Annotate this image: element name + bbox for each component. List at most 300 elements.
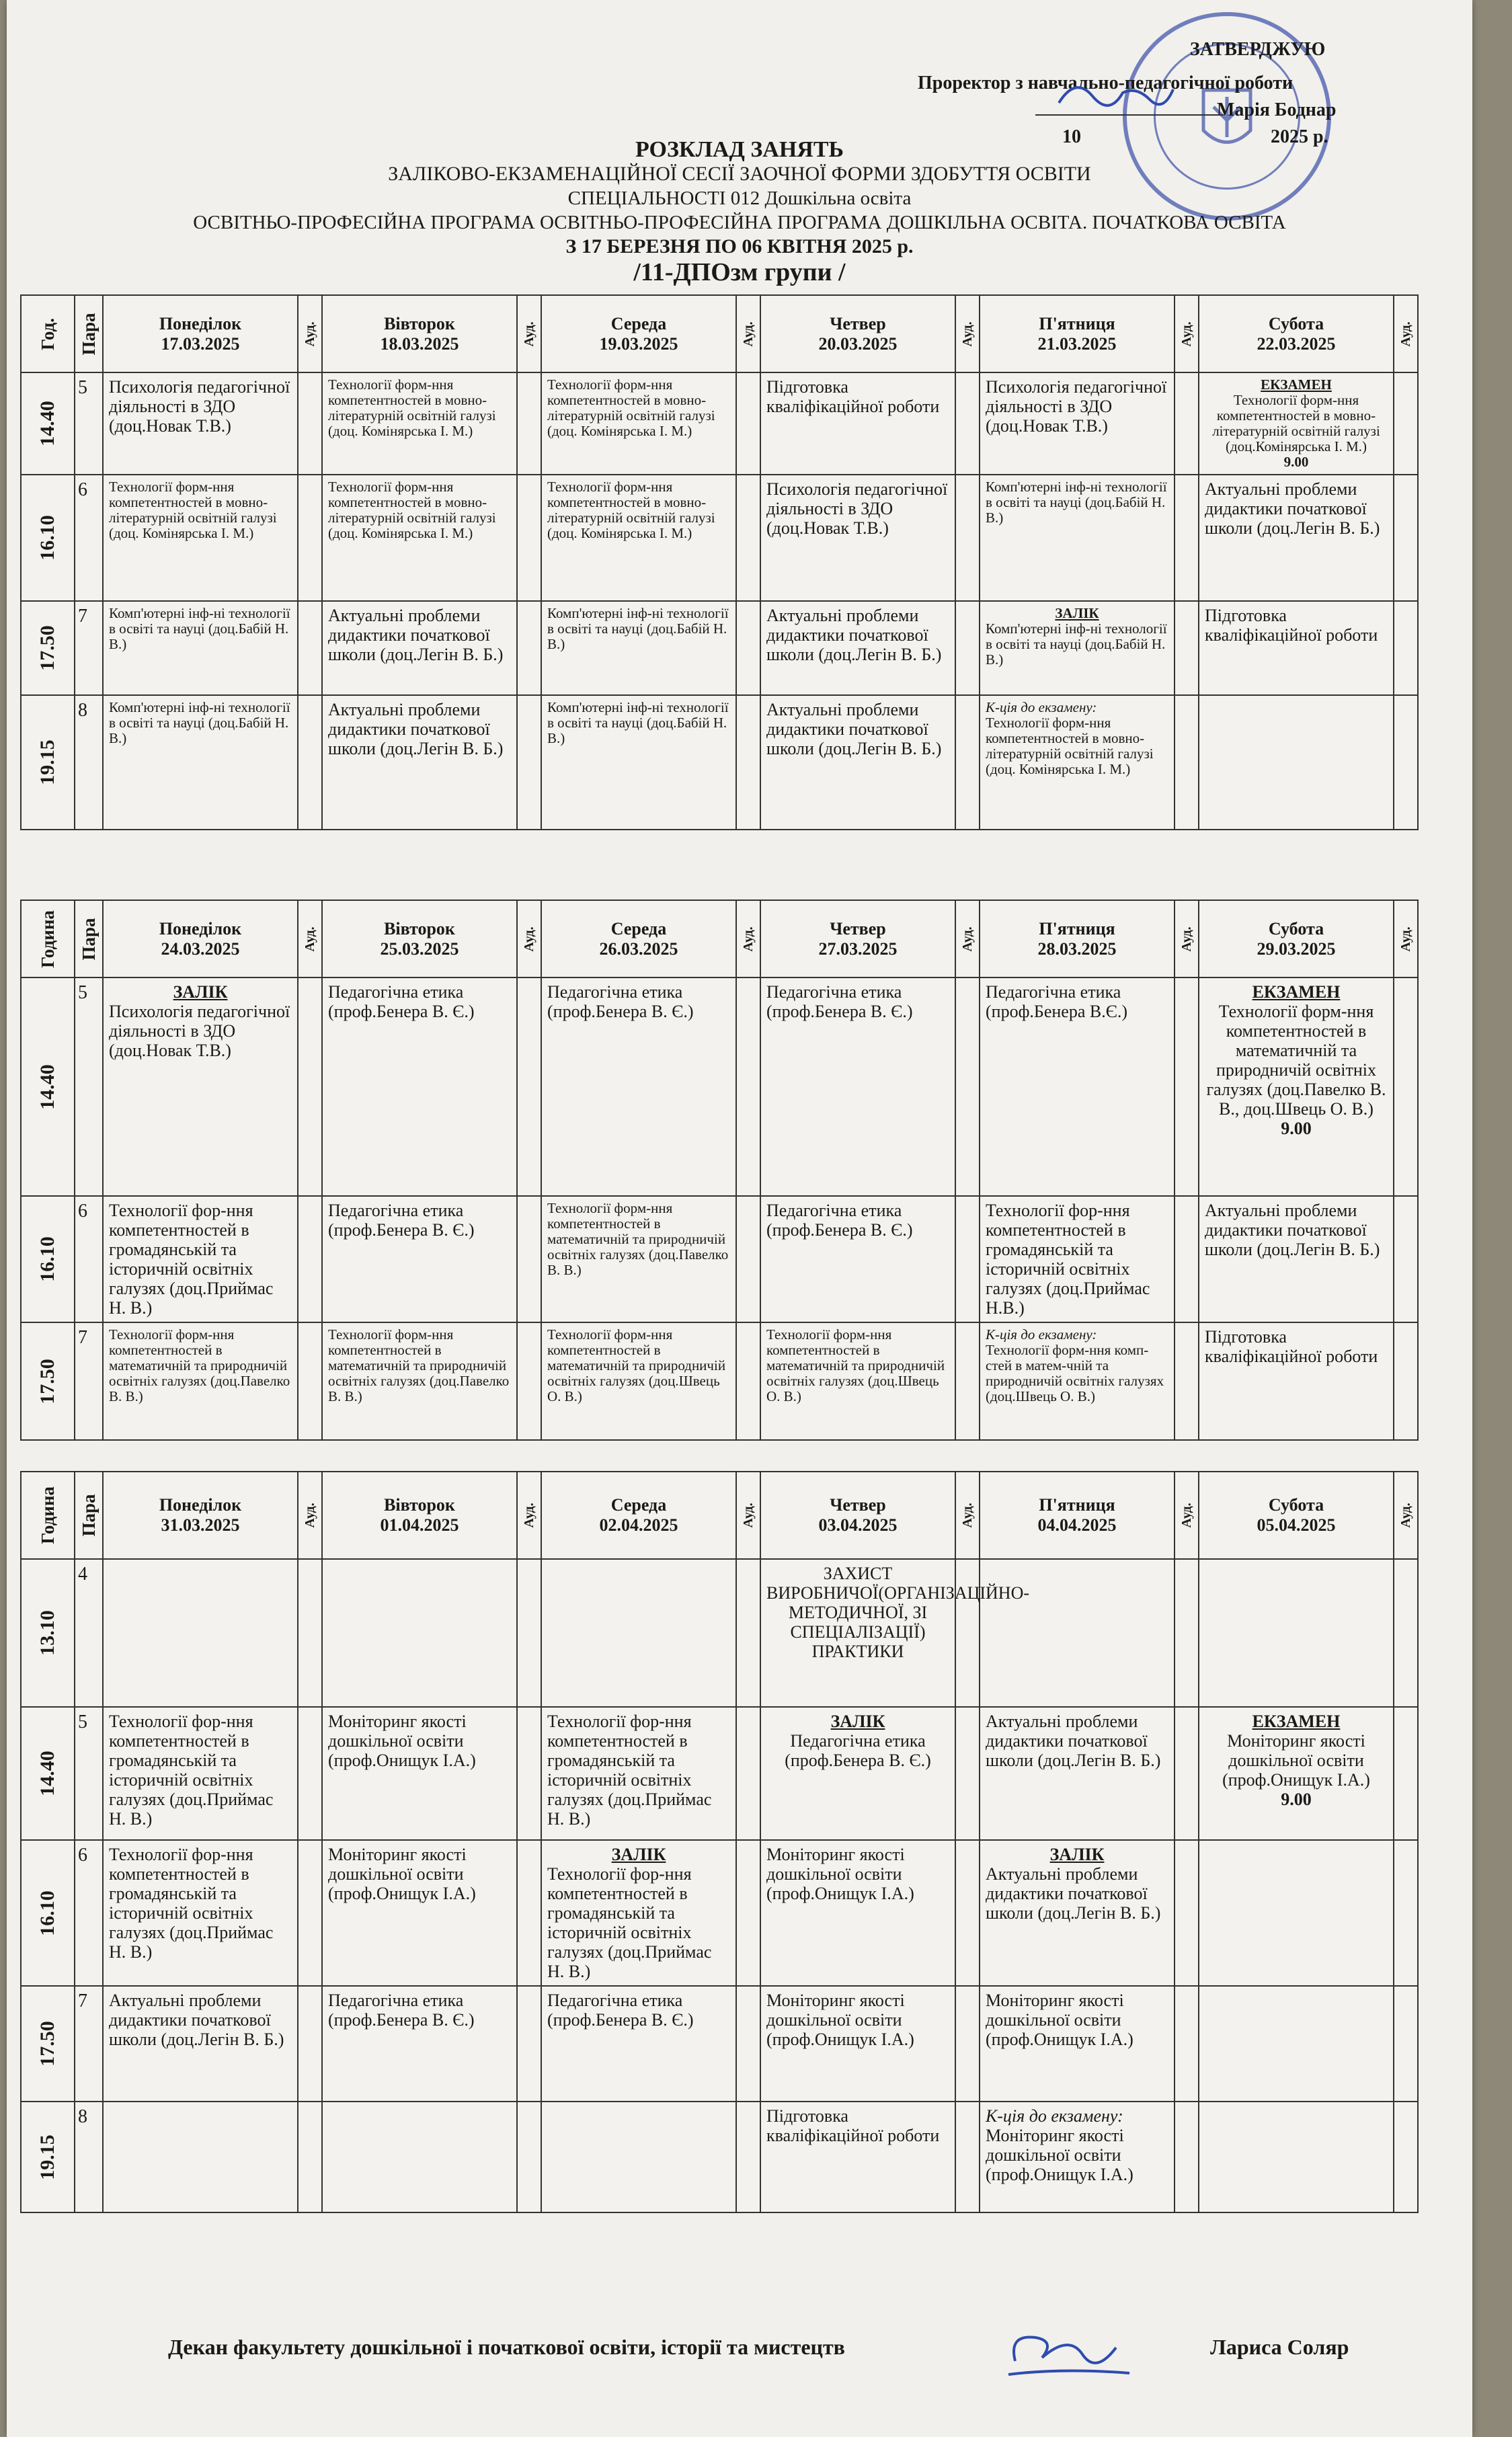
auditorium-cell xyxy=(736,475,760,601)
class-text: Технології фор-ння компетентностей в громадянській та історичній освітніх галузях (доц.Приймас Н. В.) xyxy=(547,1712,712,1829)
class-cell xyxy=(760,475,955,601)
table-row xyxy=(21,601,1418,695)
day-date: 18.03.2025 xyxy=(380,333,459,354)
class-text: Актуальні проблеми дидактики початкової школи (доц.Легін В. Б.) xyxy=(1205,1201,1380,1259)
auditorium-cell xyxy=(1175,372,1199,475)
class-cell xyxy=(322,1840,517,1986)
auditorium-cell xyxy=(955,1559,980,1707)
day-date: 29.03.2025 xyxy=(1257,938,1336,959)
para-header: Пара xyxy=(75,900,103,977)
class-cell xyxy=(322,1707,517,1840)
class-text: Технології форм-ння компетентностей в математичній та природничій освітніх галузях (доц.Павелко В. В.) xyxy=(547,1200,729,1278)
auditorium-cell xyxy=(517,475,541,601)
class-text: Технології фор-ння компетентностей в громадянській та історичній освітніх галузях (доц.Приймас Н.В.) xyxy=(986,1201,1150,1318)
class-cell xyxy=(322,2102,517,2212)
approved-label: ЗАТВЕРДЖУЮ xyxy=(1190,39,1326,60)
class-text: Моніторинг якості дошкільної освіти (проф.Онищук І.А.) xyxy=(1222,1731,1370,1790)
day-date: 24.03.2025 xyxy=(161,938,240,959)
day-date: 26.03.2025 xyxy=(599,938,678,959)
day-name: Середа xyxy=(610,313,667,333)
auditorium-cell xyxy=(298,1559,322,1707)
class-cell xyxy=(1199,1840,1394,1986)
class-text: Технології форм-ння компетентностей в математичній та природничій освітніх галузях (доц.Павелко В. В., доц.Швець О. В.) xyxy=(1206,1002,1386,1119)
class-text: Підготовка кваліфікаційної роботи xyxy=(766,2106,940,2145)
para-cell: 7 xyxy=(75,1986,103,2102)
time-header: Година xyxy=(21,1472,75,1559)
class-cell xyxy=(980,475,1175,601)
class-text: Психологія педагогічної діяльності в ЗДО (доц.Новак Т.В.) xyxy=(109,1002,290,1060)
auditorium-header: Ауд. xyxy=(298,900,322,977)
day-name: Середа xyxy=(610,918,667,938)
auditorium-cell xyxy=(517,1322,541,1440)
auditorium-cell xyxy=(736,1322,760,1440)
auditorium-cell xyxy=(298,977,322,1196)
auditorium-header: Ауд. xyxy=(955,900,980,977)
auditorium-cell xyxy=(736,695,760,830)
exam-label: К-ція до екзамену: xyxy=(986,699,1097,715)
class-cell xyxy=(322,1322,517,1440)
document-title-block xyxy=(7,138,1472,284)
day-header xyxy=(1199,295,1394,372)
class-text: Педагогічна етика (проф.Бенера В. Є.) xyxy=(547,1991,694,2030)
day-name: Субота xyxy=(1268,918,1324,938)
exam-label: ЕКЗАМЕН xyxy=(1252,982,1341,1002)
group-title: /11-ДПОзм групи / xyxy=(633,258,846,286)
para-cell: 5 xyxy=(75,1707,103,1840)
class-text: Актуальні проблеми дидактики початкової школи (доц.Легін В. Б.) xyxy=(986,1712,1161,1770)
auditorium-header: Ауд. xyxy=(517,900,541,977)
class-cell xyxy=(541,1986,736,2102)
auditorium-cell xyxy=(1394,695,1418,830)
table-row xyxy=(21,1322,1418,1440)
day-header xyxy=(322,1472,517,1559)
day-name: П'ятниця xyxy=(1039,313,1115,333)
auditorium-header: Ауд. xyxy=(736,295,760,372)
auditorium-cell xyxy=(517,695,541,830)
auditorium-header: Ауд. xyxy=(1394,1472,1418,1559)
class-text: Актуальні проблеми дидактики початкової школи (доц.Легін В. Б.) xyxy=(328,606,504,664)
class-text: Технології форм-ння компетентностей в математичній та природничій освітніх галузях (доц.Швець О. В.) xyxy=(766,1326,945,1404)
day-date: 05.04.2025 xyxy=(1257,1515,1336,1535)
day-name: Понеділок xyxy=(159,313,242,333)
class-cell xyxy=(760,372,955,475)
time-header: Год. xyxy=(21,295,75,372)
class-cell xyxy=(541,695,736,830)
header-row xyxy=(21,295,1418,372)
auditorium-cell xyxy=(736,2102,760,2212)
auditorium-cell xyxy=(955,2102,980,2212)
day-name: П'ятниця xyxy=(1039,918,1115,938)
class-cell xyxy=(760,1196,955,1322)
exam-label: ЗАЛІК xyxy=(1049,1845,1105,1864)
day-header xyxy=(760,295,955,372)
class-text: Технології форм-ння комп-стей в матем-чній та природничій освітніх галузях (доц.Швець О. В.) xyxy=(986,1342,1164,1404)
auditorium-cell xyxy=(1394,1559,1418,1707)
para-cell: 6 xyxy=(75,1840,103,1986)
class-cell xyxy=(103,1559,298,1707)
day-date: 28.03.2025 xyxy=(1037,938,1117,959)
class-cell xyxy=(980,1840,1175,1986)
day-date: 03.04.2025 xyxy=(818,1515,898,1535)
header-row xyxy=(21,900,1418,977)
auditorium-cell xyxy=(1394,977,1418,1196)
class-text: Підготовка кваліфікаційної роботи xyxy=(1205,606,1378,645)
day-date: 27.03.2025 xyxy=(818,938,898,959)
class-text: Технології форм-ння компетентностей в мовно-літературній освітній галузі (доц. Комінярська І. М.) xyxy=(986,715,1154,777)
class-cell xyxy=(1199,601,1394,695)
auditorium-cell xyxy=(298,1707,322,1840)
auditorium-cell xyxy=(955,475,980,601)
class-text: Технології форм-ння компетентностей в мовно-літературній освітній галузі (доц. Комінярська І. М.) xyxy=(547,376,715,439)
auditorium-cell xyxy=(1394,1196,1418,1322)
class-text: Технології форм-ння компетентностей в мовно-літературній освітній галузі (доц. Комінярська І. М.) xyxy=(109,479,277,541)
auditorium-cell xyxy=(1175,1707,1199,1840)
exam-label: ЗАЛІК xyxy=(611,1845,666,1864)
class-cell xyxy=(1199,1559,1394,1707)
class-cell xyxy=(322,475,517,601)
class-text: Моніторинг якості дошкільної освіти (проф.Онищук І.А.) xyxy=(766,1991,914,2049)
para-cell: 4 xyxy=(75,1559,103,1707)
time-cell: 17.50 xyxy=(21,1322,75,1440)
auditorium-header: Ауд. xyxy=(736,1472,760,1559)
exam-label: ЗАЛІК xyxy=(830,1712,885,1731)
day-header xyxy=(980,900,1175,977)
auditorium-cell xyxy=(298,1196,322,1322)
class-cell xyxy=(541,977,736,1196)
auditorium-cell xyxy=(1175,2102,1199,2212)
auditorium-cell xyxy=(517,372,541,475)
auditorium-cell xyxy=(517,2102,541,2212)
class-cell xyxy=(103,372,298,475)
para-cell: 5 xyxy=(75,372,103,475)
day-date: 25.03.2025 xyxy=(380,938,459,959)
class-cell xyxy=(322,695,517,830)
auditorium-cell xyxy=(955,695,980,830)
time-header: Година xyxy=(21,900,75,977)
day-name: Четвер xyxy=(830,1495,886,1515)
para-cell: 8 xyxy=(75,695,103,830)
class-text: Актуальні проблеми дидактики початкової школи (доц.Легін В. Б.) xyxy=(986,1864,1161,1923)
class-text: Педагогічна етика (проф.Бенера В. Є.) xyxy=(766,1201,913,1240)
class-text: Технології фор-ння компетентностей в громадянській та історичній освітніх галузях (доц.Приймас Н. В.) xyxy=(109,1845,274,1962)
class-cell xyxy=(541,1840,736,1986)
class-cell xyxy=(1199,1196,1394,1322)
dean-title: Декан факультету дошкільної і початкової освіти, історії та мистецтв xyxy=(168,2335,845,2359)
class-cell xyxy=(760,977,955,1196)
exam-label: К-ція до екзамену: xyxy=(986,2106,1123,2126)
class-cell xyxy=(980,1559,1175,1707)
time-cell: 19.15 xyxy=(21,695,75,830)
class-cell xyxy=(980,1196,1175,1322)
class-cell xyxy=(541,1707,736,1840)
day-header xyxy=(541,900,736,977)
class-cell xyxy=(103,1986,298,2102)
day-name: Вівторок xyxy=(384,313,455,333)
auditorium-cell xyxy=(955,977,980,1196)
class-cell xyxy=(760,1322,955,1440)
auditorium-header: Ауд. xyxy=(1394,295,1418,372)
day-name: Четвер xyxy=(830,313,886,333)
day-name: Четвер xyxy=(830,918,886,938)
auditorium-cell xyxy=(955,1986,980,2102)
auditorium-cell xyxy=(1175,475,1199,601)
class-text: Моніторинг якості дошкільної освіти (проф.Онищук І.А.) xyxy=(986,2126,1133,2184)
table-row xyxy=(21,1840,1418,1986)
approver-name: Марія Боднар xyxy=(1217,99,1337,120)
day-header xyxy=(103,1472,298,1559)
day-name: Субота xyxy=(1268,313,1324,333)
day-header xyxy=(980,295,1175,372)
day-name: Вівторок xyxy=(384,918,455,938)
class-cell xyxy=(1199,1322,1394,1440)
auditorium-cell xyxy=(298,475,322,601)
class-text: Технології фор-ння компетентностей в громадянській та історичній освітніх галузях (доц.Приймас Н. В.) xyxy=(547,1864,712,1981)
day-date: 31.03.2025 xyxy=(161,1515,240,1535)
table-row xyxy=(21,695,1418,830)
auditorium-cell xyxy=(1175,1840,1199,1986)
auditorium-cell xyxy=(1175,977,1199,1196)
class-text: Актуальні проблеми дидактики початкової школи (доц.Легін В. Б.) xyxy=(109,1991,284,2049)
class-cell xyxy=(103,1707,298,1840)
auditorium-cell xyxy=(736,1196,760,1322)
auditorium-cell xyxy=(1394,475,1418,601)
class-text: Комп'ютерні інф-ні технології в освіті та науці (доц.Бабій Н. В.) xyxy=(986,479,1167,526)
day-header xyxy=(541,1472,736,1559)
class-text: Комп'ютерні інф-ні технології в освіті та науці (доц.Бабій Н. В.) xyxy=(109,605,290,652)
day-name: Середа xyxy=(610,1495,667,1515)
class-text: Педагогічна етика (проф.Бенера В. Є.) xyxy=(785,1731,931,1770)
auditorium-header: Ауд. xyxy=(955,1472,980,1559)
auditorium-cell xyxy=(736,1840,760,1986)
class-text: Технології форм-ння компетентностей в математичній та природничій освітніх галузях (доц.Швець О. В.) xyxy=(547,1326,726,1404)
auditorium-cell xyxy=(955,1707,980,1840)
auditorium-cell xyxy=(298,1840,322,1986)
class-text: Моніторинг якості дошкільної освіти (проф.Онищук І.А.) xyxy=(986,1991,1133,2049)
auditorium-cell xyxy=(1175,1322,1199,1440)
class-text: Комп'ютерні інф-ні технології в освіті та науці (доц.Бабій Н. В.) xyxy=(986,621,1167,668)
auditorium-header: Ауд. xyxy=(298,1472,322,1559)
class-cell xyxy=(322,1196,517,1322)
auditorium-cell xyxy=(1394,1986,1418,2102)
class-text: Підготовка кваліфікаційної роботи xyxy=(766,377,940,416)
class-text: Педагогічна етика (проф.Бенера В. Є.) xyxy=(328,1991,475,2030)
approval-date-day: 10 xyxy=(1062,126,1081,147)
day-header xyxy=(103,900,298,977)
class-cell xyxy=(1199,695,1394,830)
schedule-week-3 xyxy=(20,1471,1419,2213)
auditorium-cell xyxy=(736,1559,760,1707)
class-text: Актуальні проблеми дидактики початкової школи (доц.Легін В. Б.) xyxy=(766,606,942,664)
auditorium-header: Ауд. xyxy=(1394,900,1418,977)
class-text: Педагогічна етика (проф.Бенера В. Є.) xyxy=(766,982,913,1021)
time-cell: 16.10 xyxy=(21,1840,75,1986)
auditorium-cell xyxy=(517,601,541,695)
day-date: 04.04.2025 xyxy=(1037,1515,1117,1535)
class-cell xyxy=(760,1840,955,1986)
time-cell: 16.10 xyxy=(21,1196,75,1322)
auditorium-cell xyxy=(298,372,322,475)
schedule-week-1 xyxy=(20,294,1419,830)
auditorium-cell xyxy=(517,1707,541,1840)
auditorium-header: Ауд. xyxy=(1175,1472,1199,1559)
class-cell xyxy=(541,475,736,601)
class-cell xyxy=(980,1322,1175,1440)
time-cell: 17.50 xyxy=(21,1986,75,2102)
class-cell xyxy=(760,1559,1030,1707)
day-name: Понеділок xyxy=(159,918,242,938)
title-line-4: ОСВІТНЬО-ПРОФЕСІЙНА ПРОГРАМА ОСВІТНЬО-ПРОФЕСІЙНА ПРОГРАМА ДОШКІЛЬНА ОСВІТА. ПОЧАТКОВА ОСВІТА xyxy=(193,212,1286,233)
auditorium-cell xyxy=(1175,695,1199,830)
auditorium-cell xyxy=(1394,372,1418,475)
class-text: Педагогічна етика (проф.Бенера В. Є.) xyxy=(547,982,694,1021)
day-header xyxy=(760,1472,955,1559)
auditorium-cell xyxy=(955,601,980,695)
day-header xyxy=(322,900,517,977)
class-cell xyxy=(103,1196,298,1322)
class-cell xyxy=(541,372,736,475)
exam-time: 9.00 xyxy=(1283,454,1309,470)
class-cell xyxy=(980,1986,1175,2102)
class-cell xyxy=(103,1322,298,1440)
auditorium-cell xyxy=(517,1559,541,1707)
class-cell xyxy=(760,1707,955,1840)
class-cell xyxy=(103,977,298,1196)
class-text: Педагогічна етика (проф.Бенера В.Є.) xyxy=(986,982,1128,1021)
class-text: Актуальні проблеми дидактики початкової школи (доц.Легін В. Б.) xyxy=(766,700,942,758)
auditorium-cell xyxy=(955,1840,980,1986)
table-row xyxy=(21,2102,1418,2212)
title-line-1: РОЗКЛАД ЗАНЯТЬ xyxy=(635,137,844,162)
time-cell: 19.15 xyxy=(21,2102,75,2212)
title-line-3: СПЕЦІАЛЬНОСТІ 012 Дошкільна освіта xyxy=(567,188,912,209)
para-header: Пара xyxy=(75,1472,103,1559)
auditorium-header: Ауд. xyxy=(1175,295,1199,372)
auditorium-header: Ауд. xyxy=(736,900,760,977)
day-date: 01.04.2025 xyxy=(380,1515,459,1535)
auditorium-cell xyxy=(1175,601,1199,695)
day-header xyxy=(760,900,955,977)
time-cell: 17.50 xyxy=(21,601,75,695)
day-date: 22.03.2025 xyxy=(1257,333,1336,354)
day-date: 02.04.2025 xyxy=(599,1515,678,1535)
class-text: Комп'ютерні інф-ні технології в освіті та науці (доц.Бабій Н. В.) xyxy=(547,699,729,746)
class-cell xyxy=(760,695,955,830)
class-text: Психологія педагогічної діяльності в ЗДО (доц.Новак Т.В.) xyxy=(109,377,290,436)
day-header xyxy=(1199,900,1394,977)
auditorium-header: Ауд. xyxy=(298,295,322,372)
class-text: Технології форм-ння компетентностей в мовно-літературній освітній галузі (доц. Комінярська І. М.) xyxy=(328,479,496,541)
exam-label: ЕКЗАМЕН xyxy=(1252,1712,1341,1731)
para-cell: 6 xyxy=(75,475,103,601)
class-text: Моніторинг якості дошкільної освіти (проф.Онищук І.А.) xyxy=(328,1845,476,1903)
class-text: Актуальні проблеми дидактики початкової школи (доц.Легін В. Б.) xyxy=(328,700,504,758)
auditorium-header: Ауд. xyxy=(955,295,980,372)
class-text: Психологія педагогічної діяльності в ЗДО (доц.Новак Т.В.) xyxy=(986,377,1167,436)
class-cell xyxy=(103,2102,298,2212)
auditorium-cell xyxy=(955,1322,980,1440)
table-row xyxy=(21,475,1418,601)
time-cell: 16.10 xyxy=(21,475,75,601)
day-date: 20.03.2025 xyxy=(818,333,898,354)
auditorium-cell xyxy=(955,1196,980,1322)
class-text: Моніторинг якості дошкільної освіти (проф.Онищук І.А.) xyxy=(766,1845,914,1903)
document-sheet xyxy=(7,0,1472,2437)
auditorium-cell xyxy=(736,1986,760,2102)
class-text: Комп'ютерні інф-ні технології в освіті та науці (доц.Бабій Н. В.) xyxy=(547,605,729,652)
class-cell xyxy=(1199,1986,1394,2102)
day-name: П'ятниця xyxy=(1039,1495,1115,1515)
class-cell xyxy=(103,1840,298,1986)
table-row xyxy=(21,977,1418,1196)
auditorium-cell xyxy=(298,1986,322,2102)
dean-signature-icon xyxy=(1002,2321,1136,2381)
title-line-5: З 17 БЕРЕЗНЯ ПО 06 КВІТНЯ 2025 р. xyxy=(565,235,914,257)
exam-label: ЕКЗАМЕН xyxy=(1261,376,1332,393)
class-text: Педагогічна етика (проф.Бенера В. Є.) xyxy=(328,1201,475,1240)
class-cell xyxy=(541,1196,736,1322)
dean-name: Лариса Соляр xyxy=(1210,2335,1349,2359)
auditorium-cell xyxy=(517,977,541,1196)
class-cell xyxy=(760,2102,955,2212)
class-cell xyxy=(541,1322,736,1440)
class-cell xyxy=(980,2102,1175,2212)
auditorium-cell xyxy=(1394,601,1418,695)
exam-time: 9.00 xyxy=(1281,1119,1312,1138)
class-cell xyxy=(541,2102,736,2212)
auditorium-cell xyxy=(1394,1707,1418,1840)
class-cell xyxy=(1199,977,1394,1196)
day-header xyxy=(541,295,736,372)
class-text: Технології фор-ння компетентностей в громадянській та історичній освітніх галузях (доц.Приймас Н. В.) xyxy=(109,1201,274,1318)
approver-position: Проректор з навчально-педагогічної роботи xyxy=(918,73,1294,93)
class-cell xyxy=(760,601,955,695)
exam-time: 9.00 xyxy=(1281,1790,1312,1809)
time-cell: 14.40 xyxy=(21,372,75,475)
auditorium-cell xyxy=(1175,1986,1199,2102)
day-header xyxy=(980,1472,1175,1559)
auditorium-header: Ауд. xyxy=(517,295,541,372)
day-name: Субота xyxy=(1268,1495,1324,1515)
table-row xyxy=(21,1986,1418,2102)
class-cell xyxy=(322,601,517,695)
class-cell xyxy=(322,372,517,475)
para-cell: 7 xyxy=(75,601,103,695)
class-cell xyxy=(1199,2102,1394,2212)
table-row xyxy=(21,1196,1418,1322)
auditorium-cell xyxy=(955,372,980,475)
class-cell xyxy=(980,977,1175,1196)
auditorium-header: Ауд. xyxy=(517,1472,541,1559)
class-cell xyxy=(980,372,1175,475)
auditorium-cell xyxy=(1394,1840,1418,1986)
table-row xyxy=(21,1559,1418,1707)
auditorium-cell xyxy=(1175,1196,1199,1322)
time-cell: 13.10 xyxy=(21,1559,75,1707)
class-cell xyxy=(322,1986,517,2102)
schedule-week-2 xyxy=(20,900,1419,1441)
class-text: Технології форм-ння компетентностей в мовно-літературній освітній галузі (доц. Комінярська І. М.) xyxy=(547,479,715,541)
class-cell xyxy=(103,475,298,601)
class-cell xyxy=(322,977,517,1196)
para-header: Пара xyxy=(75,295,103,372)
class-cell xyxy=(980,601,1175,695)
auditorium-cell xyxy=(736,372,760,475)
time-cell: 14.40 xyxy=(21,1707,75,1840)
day-name: Вівторок xyxy=(384,1495,455,1515)
auditorium-cell xyxy=(517,1986,541,2102)
approval-year: 2025 р. xyxy=(1271,126,1328,147)
day-header xyxy=(103,295,298,372)
